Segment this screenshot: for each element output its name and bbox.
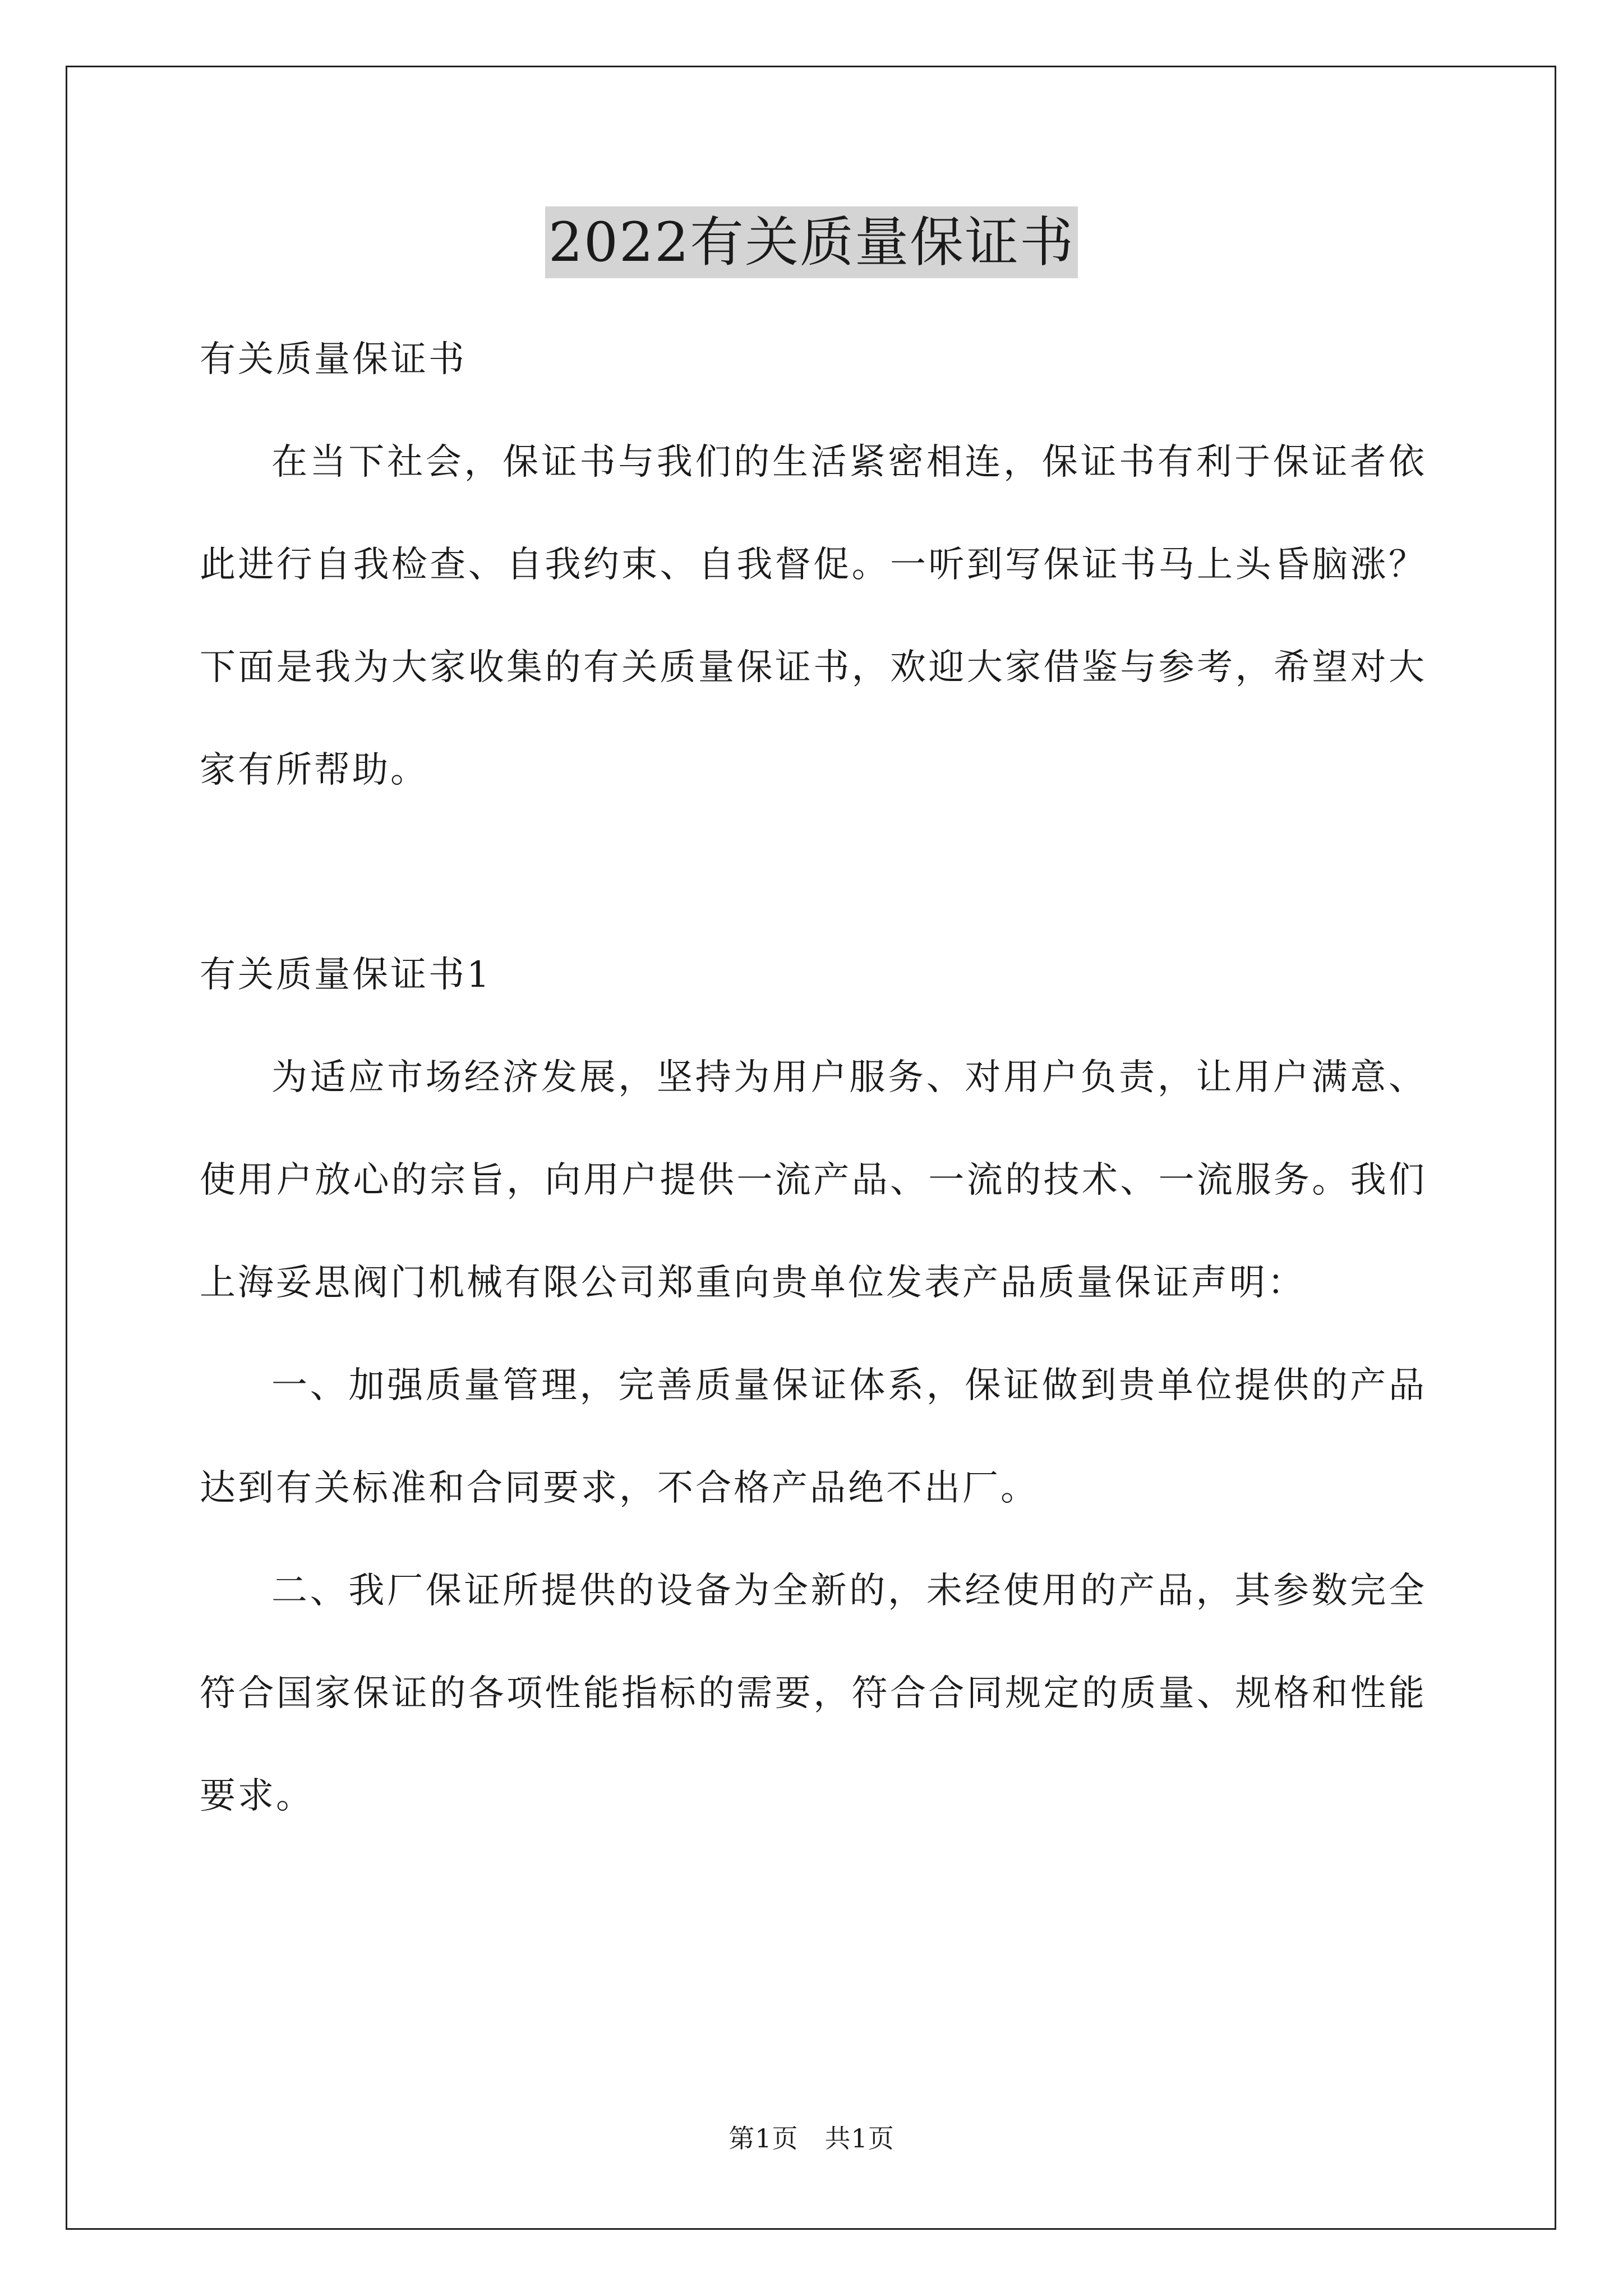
section-paragraph-3: 二、我厂保证所提供的设备为全新的，未经使用的产品，其参数完全符合国家保证的各项性能指标的需要，符合合同规定的质量、规格和性能要求。 [200, 1570, 1427, 1817]
document-title: 2022有关质量保证书 [545, 206, 1078, 278]
intro-paragraph: 在当下社会，保证书与我们的生活紧密相连，保证书有利于保证者依此进行自我检查、自我约束、自我督促。一听到写保证书马上头昏脑涨？下面是我为大家收集的有关质量保证书，欢迎大家借鉴与参考，希望对大家有所帮助。 [200, 441, 1427, 791]
page-footer: 第1页 共1页 [728, 2123, 895, 2154]
section-paragraph-1: 为适应市场经济发展，坚持为用户服务、对用户负责，让用户满意、使用户放心的宗旨，向用户提供一流产品、一流的技术、一流服务。我们上海妥思阀门机械有限公司郑重向贵单位发表产品质量保证声明： [200, 1057, 1427, 1304]
section-heading: 有关质量保证书1 [200, 954, 492, 996]
title-container [0, 206, 1623, 278]
intro-section [200, 309, 1427, 822]
intro-heading: 有关质量保证书 [200, 339, 467, 380]
section-1 [200, 924, 1427, 1848]
section-paragraph-2: 一、加强质量管理，完善质量保证体系，保证做到贵单位提供的产品达到有关标准和合同要求，不合格产品绝不出厂。 [200, 1365, 1427, 1509]
